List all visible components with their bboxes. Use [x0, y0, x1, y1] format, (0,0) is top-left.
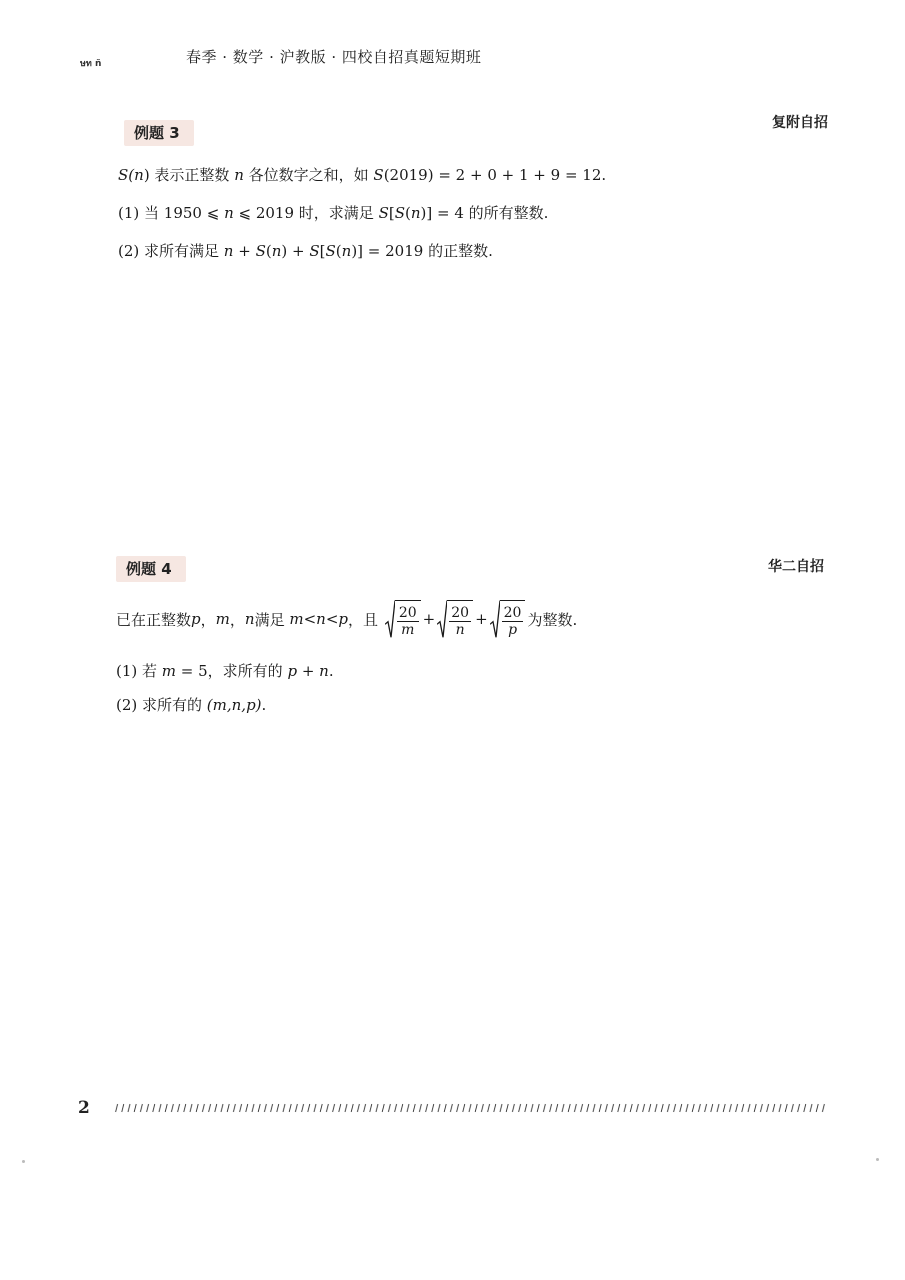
corner-mark: ษท ñ: [80, 59, 102, 69]
sqrt-20-over-n: $\frac{20}{n}$: [437, 600, 473, 638]
example-3-label: 例题 3: [124, 120, 194, 146]
example-3-question-2: (2) 求所有满足 n + S(n) + S[S(n)] = 2019 的正整数.: [118, 242, 493, 260]
sqrt-20-over-p: $\frac{20}{p}$: [490, 600, 526, 638]
example-3-question-1: (1) 当 1950 ⩽ n ⩽ 2019 时，求满足 S[S(n)] = 4 的所有整数.: [118, 204, 549, 222]
running-header: 春季 · 数学 · 沪教版 · 四校自招真题短期班: [186, 48, 482, 66]
example-4-label: 例题 4: [116, 556, 186, 582]
example-4-question-2: (2) 求所有的 (m,n,p).: [116, 696, 267, 714]
source-tag-example-4: 华二自招: [768, 559, 824, 575]
example-4-question-1: (1) 若 m = 5，求所有的 p + n.: [116, 662, 334, 680]
footer-dash-rule: [114, 1103, 826, 1113]
example-4-intro: 已在正整数 p ， m ， n 满足 m < n < p ，且 $\frac{20}{m}$ + $\frac{20}{n}$ + $\frac{20}{p}$ 为整数.: [116, 600, 577, 638]
source-tag-example-3: 复附自招: [772, 115, 828, 131]
scan-speck: [22, 1160, 25, 1163]
page-number: 2: [78, 1098, 90, 1118]
example-3-intro: S(n) 表示正整数 n 各位数字之和，如 S(2019) = 2 + 0 + 1 + 9 = 12.: [118, 166, 607, 184]
sqrt-20-over-m: $\frac{20}{m}$: [385, 600, 421, 638]
scan-speck: [876, 1158, 879, 1161]
